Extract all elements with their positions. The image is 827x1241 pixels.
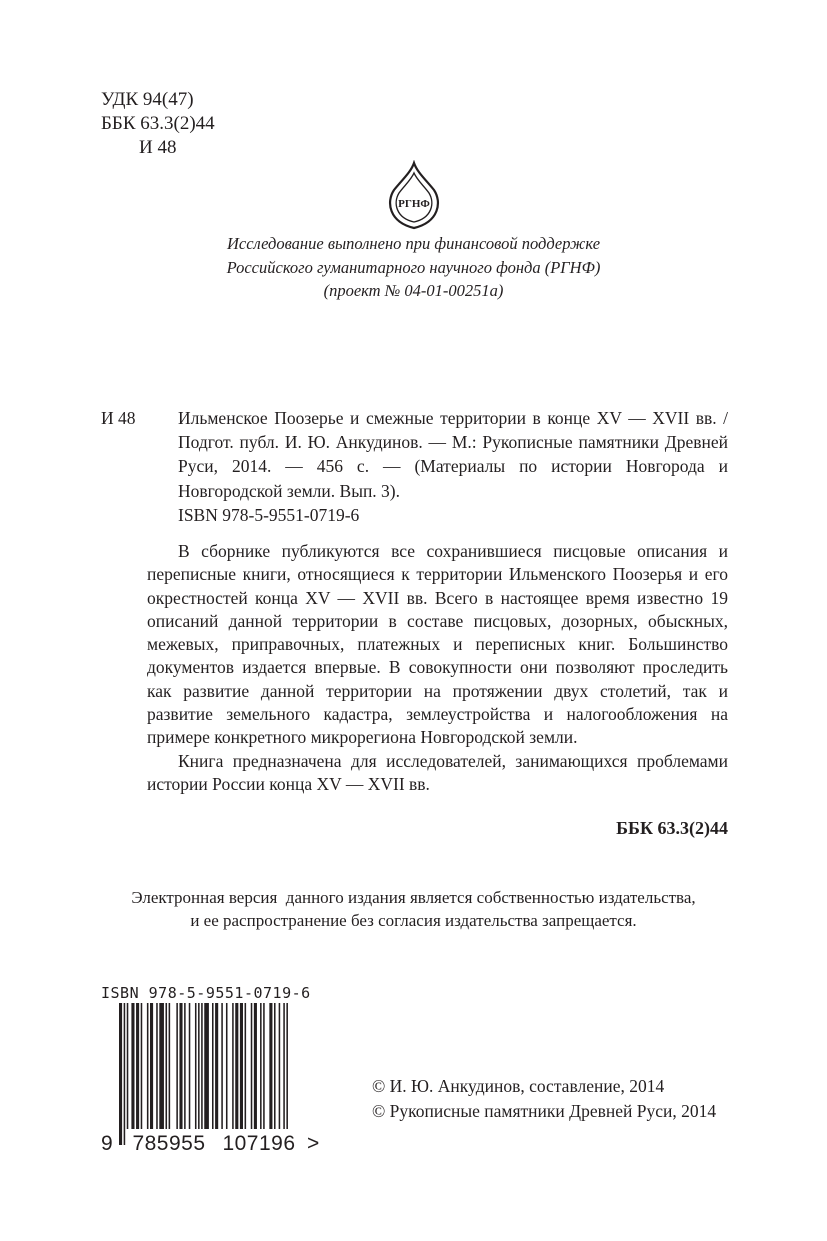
copyright-line-2: © Рукописные памятники Древней Руси, 2014 <box>372 1101 717 1121</box>
barcode-isbn-text: ISBN 978-5-9551-0719-6 <box>101 984 311 1002</box>
annotation <box>147 540 728 796</box>
entry-isbn: ISBN 978-5-9551-0719-6 <box>178 505 360 525</box>
barcode-bar <box>198 1003 200 1129</box>
entry-code: И 48 <box>101 408 136 428</box>
barcode-bar <box>141 1003 143 1129</box>
barcode-bar <box>150 1003 153 1129</box>
rgnf-logo-text: РГНФ <box>398 198 430 210</box>
barcode-bar <box>127 1003 129 1129</box>
barcode-bar <box>240 1003 243 1129</box>
isbn-barcode <box>99 1003 329 1155</box>
bibliographic-entry <box>101 406 728 503</box>
barcode-bar <box>201 1003 203 1129</box>
bbk-code-bold: ББК 63.3(2)44 <box>616 818 728 838</box>
grant-line-3: (проект № 04-01-00251а) <box>323 281 504 300</box>
barcode-bar <box>195 1003 197 1129</box>
notice-line-2: и ее распространение без согласия издательства запрещается. <box>190 911 637 930</box>
barcode-bar <box>136 1003 139 1129</box>
barcode-bar <box>283 1003 285 1129</box>
notice-line-1: Электронная версия данного издания является собственностью издательства, <box>131 888 696 907</box>
barcode-first-digit: 9 <box>101 1132 113 1155</box>
barcode-bar <box>119 1003 122 1145</box>
grant-line-1: Исследование выполнено при финансовой поддержке <box>226 234 601 253</box>
barcode-bar <box>274 1003 276 1129</box>
barcode-bar <box>215 1003 218 1129</box>
grant-line-2: Российского гуманитарного научного фонда (РГНФ) <box>226 257 601 277</box>
copyright-line-1: © И. Ю. Анкудинов, составление, 2014 <box>372 1076 665 1096</box>
copyright-notice <box>90 886 737 932</box>
barcode-bar <box>124 1003 126 1145</box>
author-mark: И 48 <box>139 137 177 158</box>
barcode-bar <box>169 1003 171 1129</box>
barcode-bar <box>226 1003 228 1129</box>
barcode-bars <box>119 1003 288 1145</box>
grant-notice <box>150 232 677 303</box>
barcode-bar <box>245 1003 247 1129</box>
barcode-bar <box>251 1003 253 1129</box>
barcode-left-digits: 785955 <box>132 1132 206 1155</box>
barcode-bar <box>147 1003 149 1129</box>
barcode-bar <box>269 1003 272 1129</box>
classification-block <box>101 88 215 160</box>
barcode-right-digits: 107196 <box>222 1132 296 1155</box>
barcode-bar <box>179 1003 182 1129</box>
udk-code: УДК 94(47) <box>101 89 194 110</box>
barcode-bar <box>263 1003 265 1129</box>
barcode-bar <box>260 1003 262 1129</box>
bbk-code: ББК 63.3(2)44 <box>101 113 215 134</box>
barcode-bar <box>184 1003 186 1129</box>
barcode-bar <box>279 1003 281 1129</box>
barcode-bar <box>156 1003 158 1129</box>
barcode-bar <box>159 1003 164 1129</box>
barcode-arrow: > <box>307 1132 320 1155</box>
entry-text: Ильменское Поозерье и смежные территории в конце XV — XVII вв. / Подгот. публ. И. Ю. Анкудинов. — М.: Рукописные памятники Древней Руси, 2014. — 456 с. — (Материалы по истории Новгорода и Новгородской земли. Вып. 3). <box>178 408 728 501</box>
barcode-bar <box>212 1003 214 1129</box>
barcode-bar <box>232 1003 234 1129</box>
barcode-bar <box>131 1003 134 1129</box>
rgnf-logo <box>384 160 444 232</box>
barcode-bar <box>254 1003 257 1129</box>
annotation-paragraph-1: В сборнике публикуются все сохранившиеся писцовые описания и переписные книги, относящиеся к территории Ильменского Поозерья и его окрестностей конца XV — XVII вв. Всего в настоящее время известно 19 описаний данной территории в составе писцовых, дозорных, обыскных, межевых, приправочных, платежных и переписных книг. Большинство документов издается впервые. В совокупности они позволяют проследить как развитие данной территории на протяжении двух столетий, так и развитие земельного кадастра, землеустройства и налогообложения на примере конкретного микрорегиона Новгородской земли. <box>147 541 728 748</box>
barcode-bar <box>204 1003 209 1129</box>
annotation-paragraph-2: Книга предназначена для исследователей, занимающихся проблемами истории России конца XV — XVII вв. <box>147 750 728 794</box>
barcode-bar <box>166 1003 168 1129</box>
copyright-block <box>372 1074 716 1124</box>
barcode-bar <box>221 1003 223 1129</box>
barcode-bar <box>176 1003 178 1129</box>
barcode-bar <box>286 1003 288 1129</box>
barcode-bar <box>189 1003 191 1129</box>
barcode-bar <box>235 1003 238 1129</box>
